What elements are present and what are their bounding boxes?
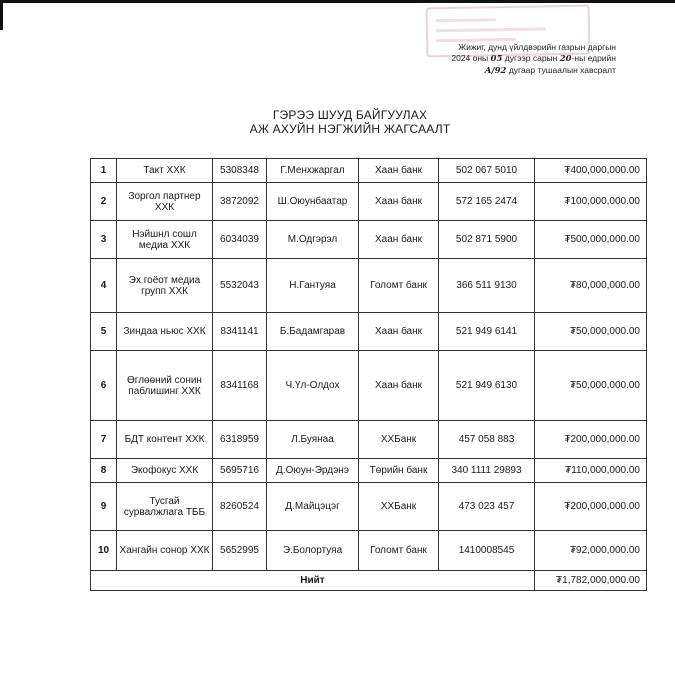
bank-name: Төрийн банк [359,459,439,483]
amount: ₮200,000,000.00 [535,483,647,531]
registration-number: 6034039 [213,221,267,259]
company-name: Тусгай сурвалжлага ТББ [117,483,213,531]
account-number: 1410008545 [439,531,535,571]
handwritten-day: 20 [559,54,572,64]
bank-name: Хаан банк [359,159,439,183]
row-number: 9 [91,483,117,531]
registration-number: 8341168 [213,351,267,421]
table-row [91,483,647,531]
amount: ₮80,000,000.00 [535,259,647,313]
row-number: 8 [91,459,117,483]
registration-number: 5308348 [213,159,267,183]
top-edge-border [0,0,675,3]
table-row [91,351,647,421]
table-row [91,183,647,221]
company-name: Хангайн сонор ХХК [117,531,213,571]
title-line-1: ГЭРЭЭ ШУУД БАЙГУУЛАХ [272,108,428,122]
registration-number: 6318959 [213,421,267,459]
company-name: БДТ контент ХХК [117,421,213,459]
row-number: 2 [91,183,117,221]
company-name: Өглөөний сонин паблишинг ХХК [117,351,213,421]
header-line-1: Жижиг, дунд үйлдвэрийн газрын даргын [458,42,616,52]
amount: ₮110,000,000.00 [535,459,647,483]
bank-name: Голомт банк [359,531,439,571]
account-number: 473 023 457 [439,483,535,531]
registration-number: 8260524 [213,483,267,531]
director-name: Э.Болортуяа [267,531,359,571]
bank-name: Хаан банк [359,351,439,421]
row-number: 7 [91,421,117,459]
amount: ₮500,000,000.00 [535,221,647,259]
amount: ₮92,000,000.00 [535,531,647,571]
registration-number: 5532043 [213,259,267,313]
account-number: 502 067 5010 [439,159,535,183]
account-number: 340 1111 29893 [439,459,535,483]
bank-name: Хаан банк [359,313,439,351]
company-list-table [90,158,647,591]
director-name: Н.Гантуяа [267,259,359,313]
row-number: 1 [91,159,117,183]
total-amount: ₮1,782,000,000.00 [535,571,647,591]
bank-name: ХХБанк [359,421,439,459]
bank-name: Хаан банк [359,221,439,259]
registration-number: 8341141 [213,313,267,351]
table-row [91,159,647,183]
registration-number: 5652995 [213,531,267,571]
director-name: Ч.Үл-Олдох [267,351,359,421]
row-number: 4 [91,259,117,313]
amount: ₮200,000,000.00 [535,421,647,459]
row-number: 6 [91,351,117,421]
title-line-2: АЖ АХУЙН НЭГЖИЙН ЖАГСААЛТ [249,122,451,136]
bank-name: ХХБанк [359,483,439,531]
company-name: Эх гоёот медиа групп ХХК [117,259,213,313]
company-name: Нэйшнл сошл медиа ХХК [117,221,213,259]
director-name: Л.Буянаа [267,421,359,459]
table-row [91,313,647,351]
amount: ₮50,000,000.00 [535,351,647,421]
handwritten-order-number: А/92 [484,66,507,76]
company-name: Зоргол партнер ХХК [117,183,213,221]
director-name: Г.Менхжаргал [267,159,359,183]
director-name: Д.Оюун-Эрдэнэ [267,459,359,483]
table-row [91,531,647,571]
row-number: 10 [91,531,117,571]
row-number: 5 [91,313,117,351]
company-name: Зиндаа ньюс ХХК [117,313,213,351]
director-name: М.Одгэрэл [267,221,359,259]
table-row [91,221,647,259]
account-number: 521 949 6141 [439,313,535,351]
account-number: 366 511 9130 [439,259,535,313]
total-label: Нийт [91,571,535,591]
company-name: Такт ХХК [117,159,213,183]
table-row [91,459,647,483]
account-number: 521 949 6130 [439,351,535,421]
account-number: 457 058 883 [439,421,535,459]
amount: ₮50,000,000.00 [535,313,647,351]
row-number: 3 [91,221,117,259]
amount: ₮400,000,000.00 [535,159,647,183]
director-name: Д.Майцэцэг [267,483,359,531]
bank-name: Хаан банк [359,183,439,221]
document-header [386,42,616,77]
document-title [200,108,500,136]
left-edge-border [0,0,3,30]
total-row [91,571,647,591]
registration-number: 3872092 [213,183,267,221]
handwritten-month: 05 [490,54,503,64]
header-line-2: 2024 оны 05 дугээр сарын 20-ны едрийн [451,53,616,64]
registration-number: 5695716 [213,459,267,483]
account-number: 572 165 2474 [439,183,535,221]
table-row [91,259,647,313]
account-number: 502 871 5900 [439,221,535,259]
amount: ₮100,000,000.00 [535,183,647,221]
director-name: Б.Бадамгарав [267,313,359,351]
table-row [91,421,647,459]
director-name: Ш.Оюунбаатар [267,183,359,221]
header-line-3: А/92 дугаар тушаалын хавсралт [484,65,616,76]
bank-name: Голомт банк [359,259,439,313]
company-name: Экофокус ХХК [117,459,213,483]
